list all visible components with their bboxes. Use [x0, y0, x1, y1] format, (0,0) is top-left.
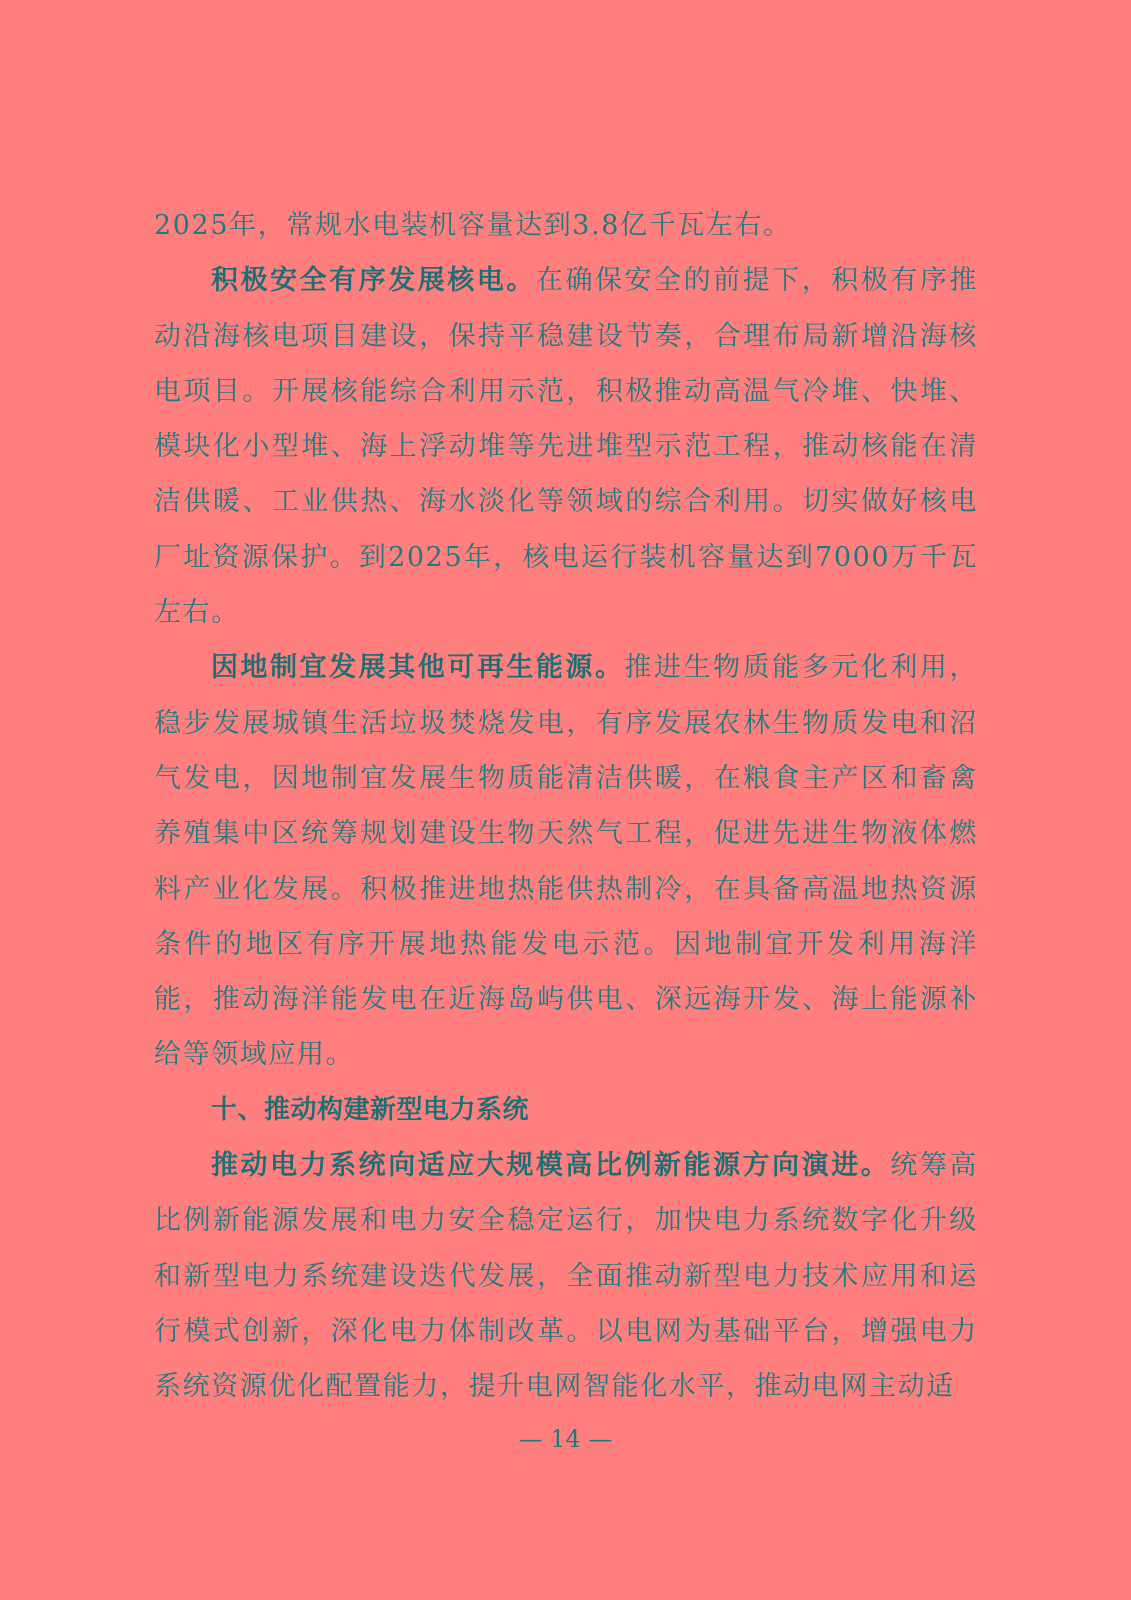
- paragraph-text: 2025年，常规水电装机容量达到3.8亿千瓦左右。: [154, 210, 792, 241]
- paragraph-text: 统筹高比例新能源发展和电力安全稳定运行，加快电力系统数字化升级和新型电力系统建设迭代发展，全面推动新型电力技术应用和运行模式创新，深化电力体制改革。以电网为基础平台，增强电力系统资源优化配置能力，提升电网智能化水平，推动电网主动适: [154, 1150, 978, 1403]
- paragraph-power-system: [154, 1138, 978, 1414]
- page-number: — 14 —: [518, 1425, 613, 1453]
- section-heading: 十、推动构建新型电力系统: [211, 1094, 530, 1125]
- paragraph-lead: 积极安全有序发展核电。: [211, 265, 536, 297]
- paragraph-text: 推进生物质能多元化利用，稳步发展城镇生活垃圾焚烧发电，有序发展农林生物质发电和沼气发电，因地制宜发展生物质能清洁供暖，在粮食主产区和畜禽养殖集中区统筹规划建设生物天然气工程，促进先进生物液体燃料产业化发展。积极推进地热能供热制冷，在具备高温地热资源条件的地区有序开展地热能发电示范。因地制宜开发利用海洋能，推动海洋能发电在近海岛屿供电、深远海开发、海上能源补给等领域应用。: [154, 652, 978, 1071]
- paragraph-text: 在确保安全的前提下，积极有序推动沿海核电项目建设，保持平稳建设节奏，合理布局新增沿海核电项目。开展核能综合利用示范，积极推动高温气冷堆、快堆、模块化小型堆、海上浮动堆等先进堆型示范工程，推动核能在清洁供暖、工业供热、海水淡化等领域的综合利用。切实做好核电厂址资源保护。到2025年，核电运行装机容量达到7000万千瓦左右。: [154, 265, 979, 629]
- paragraph-other-renewables: [154, 640, 978, 1082]
- document-body: [154, 198, 978, 1415]
- paragraph-nuclear: [154, 253, 978, 640]
- paragraph-lead: 推动电力系统向适应大规模高比例新能源方向演进。: [211, 1150, 891, 1182]
- paragraph-lead: 因地制宜发展其他可再生能源。: [211, 652, 625, 684]
- paragraph-hydro-target: [154, 198, 978, 253]
